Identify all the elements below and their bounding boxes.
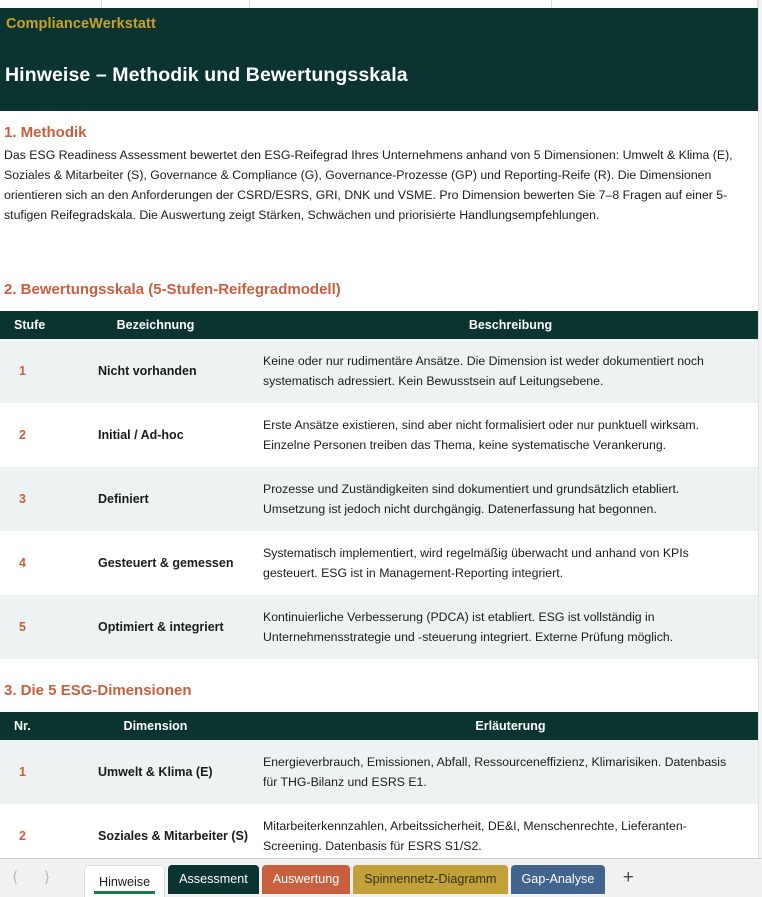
cell-stufe: 4	[19, 556, 26, 570]
table-header-row	[0, 311, 758, 339]
cell-beschreibung: Keine oder nur rudimentäre Ansätze. Die Dimension ist weder dokumentiert noch systematisch adressiert. Kein Bewusstsein auf Leitungsebene.	[263, 354, 704, 388]
sheet-tabs	[84, 859, 605, 897]
table-row	[0, 467, 758, 531]
cell-nr: 2	[19, 829, 26, 843]
cell-stufe: 3	[19, 492, 26, 506]
cell-beschreibung: Systematisch implementiert, wird regelmäßig überwacht und anhand von KPIs gesteuert. ESG ist in Management-Reporting integriert.	[263, 546, 689, 580]
cell-nr: 1	[19, 765, 26, 779]
column-header-nr: Nr.	[0, 712, 48, 740]
table-row	[0, 531, 758, 595]
table-row	[0, 403, 758, 467]
right-margin-strip	[758, 0, 762, 858]
page-title: Hinweise – Methodik und Bewertungsskala	[5, 64, 408, 86]
sheet-tab-hinweise[interactable]	[84, 865, 165, 897]
grid-cell	[102, 0, 250, 8]
grid-cell	[0, 0, 102, 8]
grid-cell	[552, 0, 758, 8]
add-sheet-button[interactable]: +	[622, 867, 634, 888]
column-header-dimension: Dimension	[48, 712, 263, 740]
table-row	[0, 740, 758, 804]
cell-bezeichnung: Gesteuert & gemessen	[98, 556, 234, 570]
cell-bezeichnung: Definiert	[98, 492, 149, 506]
sheet-nav-arrows	[0, 871, 84, 885]
cell-dimension: Umwelt & Klima (E)	[98, 765, 213, 779]
column-header-erlaeuterung: Erläuterung	[263, 712, 758, 740]
column-header-stufe: Stufe	[0, 311, 48, 339]
sheet-content	[0, 111, 758, 868]
sheet-tab-label: Auswertung	[272, 872, 340, 886]
column-header-bezeichnung: Bezeichnung	[48, 311, 263, 339]
cell-bezeichnung: Optimiert & integriert	[98, 620, 224, 634]
section-heading-methodik: 1. Methodik	[4, 124, 87, 141]
sheet-tab-spinnennetz-diagramm[interactable]	[353, 865, 507, 894]
cell-beschreibung: Kontinuierliche Verbesserung (PDCA) ist etabliert. ESG ist vollständig in Unternehmensstrategie und -steuerung integriert. Externe Prüfung möglich.	[263, 610, 674, 644]
cell-beschreibung: Erste Ansätze existieren, sind aber nicht formalisiert oder nur punktuell wirksam. Einzelne Personen treiben das Thema, keine systematische Verankerung.	[263, 418, 700, 452]
sheet-tab-label: Assessment	[179, 872, 248, 886]
sheet-tab-bar	[0, 858, 762, 897]
grid-cell	[250, 0, 552, 8]
cell-bezeichnung: Nicht vorhanden	[98, 364, 197, 378]
sheet-tab-label: Spinnennetz-Diagramm	[364, 872, 497, 886]
methodik-body-text: Das ESG Readiness Assessment bewertet den ESG-Reifegrad Ihres Unternehmens anhand von 5 Dimensionen: Umwelt & Klima (E), Soziales & Mitarbeiter (S), Governance & Compliance (G), Governance-Prozesse (GP) und Reporting-Reife (R). Die Dimensionen orientieren sich an den Anforderungen der CSRD/ESRS, GRI, DNK und VSME. Pro Dimension bewerten Sie 7–8 Fragen auf einer 5-stufigen Reifegradskala. Die Auswertung zeigt Stärken, Schwächen und priorisierte Handlungsempfehlungen.	[4, 148, 733, 222]
sheet-tab-assessment[interactable]	[168, 865, 259, 894]
active-tab-underline	[94, 891, 155, 894]
cell-erlaeuterung: Mitarbeiterkennzahlen, Arbeitssicherheit, DE&I, Menschenrechte, Lieferanten-Screening. Datenbasis für ESRS S1/S2.	[263, 819, 687, 853]
chevron-left-icon[interactable]: ⟨	[12, 869, 18, 886]
sheet-tab-gap-analyse[interactable]	[511, 865, 606, 894]
table-row	[0, 339, 758, 403]
table-row	[0, 595, 758, 659]
cell-dimension: Soziales & Mitarbeiter (S)	[98, 829, 249, 843]
column-header-beschreibung: Beschreibung	[263, 311, 758, 339]
cell-stufe: 1	[19, 364, 26, 378]
brand-name: ComplianceWerkstatt	[6, 16, 156, 32]
spreadsheet-grid-sliver	[0, 0, 762, 8]
cell-erlaeuterung: Energieverbrauch, Emissionen, Abfall, Ressourceneffizienz, Klimarisiken. Datenbasis für THG-Bilanz und ESRS E1.	[263, 755, 727, 789]
table-header-row	[0, 712, 758, 740]
cell-stufe: 5	[19, 620, 26, 634]
cell-beschreibung: Prozesse und Zuständigkeiten sind dokumentiert und grundsätzlich etabliert. Umsetzung ist jedoch nicht durchgängig. Datenerfassung hat begonnen.	[263, 482, 680, 516]
chevron-right-icon[interactable]: ⟩	[44, 869, 50, 886]
section-heading-bewertungsskala: 2. Bewertungsskala (5-Stufen-Reifegradmodell)	[4, 281, 341, 298]
section-heading-dimensionen: 3. Die 5 ESG-Dimensionen	[4, 682, 192, 699]
cell-stufe: 2	[19, 428, 26, 442]
bewertungsskala-table	[0, 311, 758, 659]
cell-bezeichnung: Initial / Ad-hoc	[98, 428, 184, 442]
page-banner	[0, 8, 758, 111]
sheet-tab-label: Hinweise	[99, 874, 151, 889]
sheet-tab-auswertung[interactable]	[262, 865, 351, 894]
sheet-tab-label: Gap-Analyse	[521, 872, 595, 886]
esg-dimensionen-table	[0, 712, 758, 868]
